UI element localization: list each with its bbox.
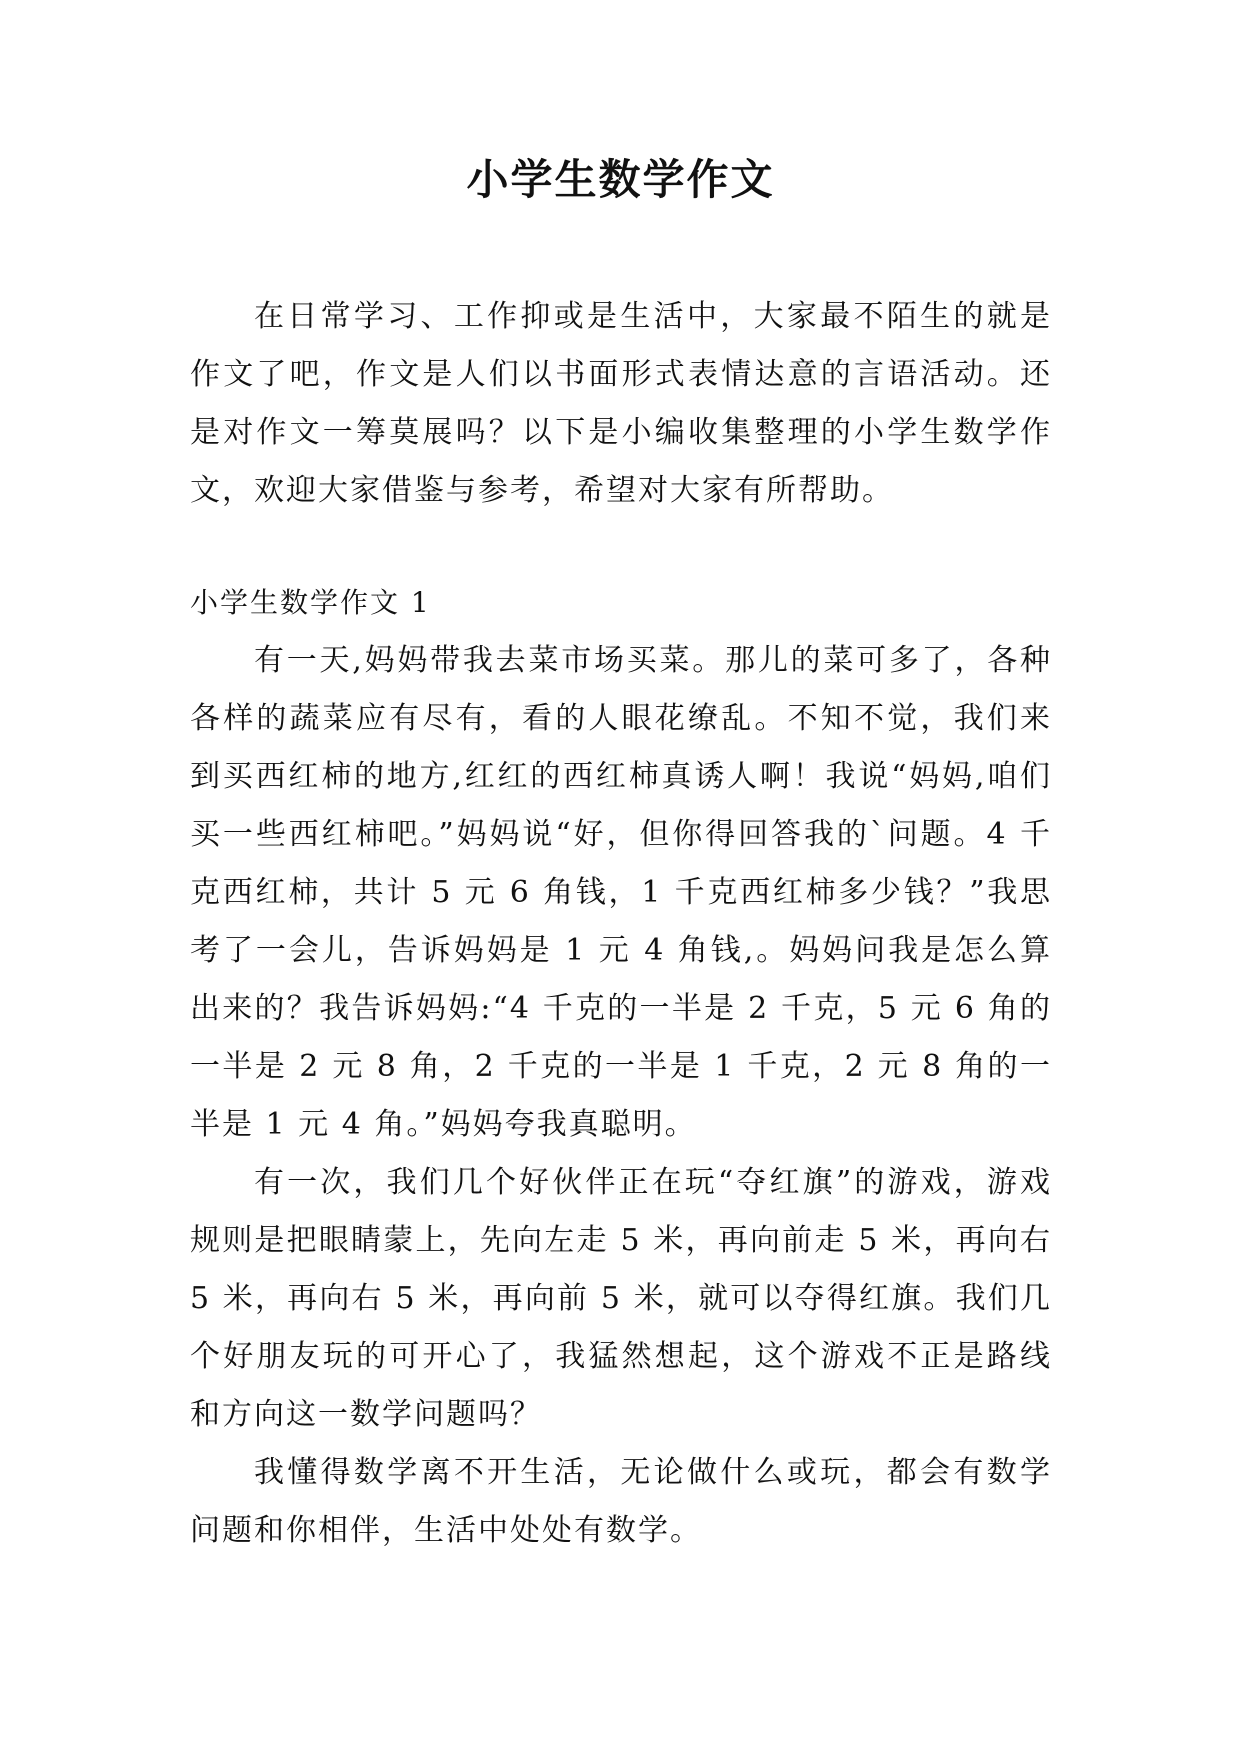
section-heading: 小学生数学作文 1 (190, 586, 431, 619)
body-paragraph-1: 有一天,妈妈带我去菜市场买菜。那儿的菜可多了，各种各样的蔬菜应有尽有，看的人眼花缭乱。不知不觉，我们来到买西红柿的地方,红红的西红柿真诱人啊！我说“妈妈,咱们买一些西红柿吧。”妈妈说“好，但你得回答我的`问题。4 千克西红柿，共计 5 元 6 角钱，1 千克西红柿多少钱？”我思考了一会儿，告诉妈妈是 1 元 4 角钱,。妈妈问我是怎么算出来的？我告诉妈妈:“4 千克的一半是 2 千克，5 元 6 角的一半是 2 元 8 角，2 千克的一半是 1 千克，2 元 8 角的一半是 1 元 4 角。”妈妈夸我真聪明。 (190, 643, 1052, 1142)
document-body (190, 288, 1052, 1560)
intro-paragraph: 在日常学习、工作抑或是生活中，大家最不陌生的就是作文了吧，作文是人们以书面形式表情达意的言语活动。还是对作文一筹莫展吗？以下是小编收集整理的小学生数学作文，欢迎大家借鉴与参考，希望对大家有所帮助。 (190, 299, 1052, 508)
document-title: 小学生数学作文 (466, 155, 775, 204)
body-paragraph-3: 我懂得数学离不开生活，无论做什么或玩，都会有数学问题和你相伴，生活中处处有数学。 (190, 1455, 1052, 1548)
body-paragraph-2: 有一次，我们几个好伙伴正在玩“夺红旗”的游戏，游戏规则是把眼睛蒙上，先向左走 5 米，再向前走 5 米，再向右 5 米，再向右 5 米，再向前 5 米，就可以夺得红旗。我们几个好朋友玩的可开心了，我猛然想起，这个游戏不正是路线和方向这一数学问题吗？ (190, 1165, 1052, 1432)
